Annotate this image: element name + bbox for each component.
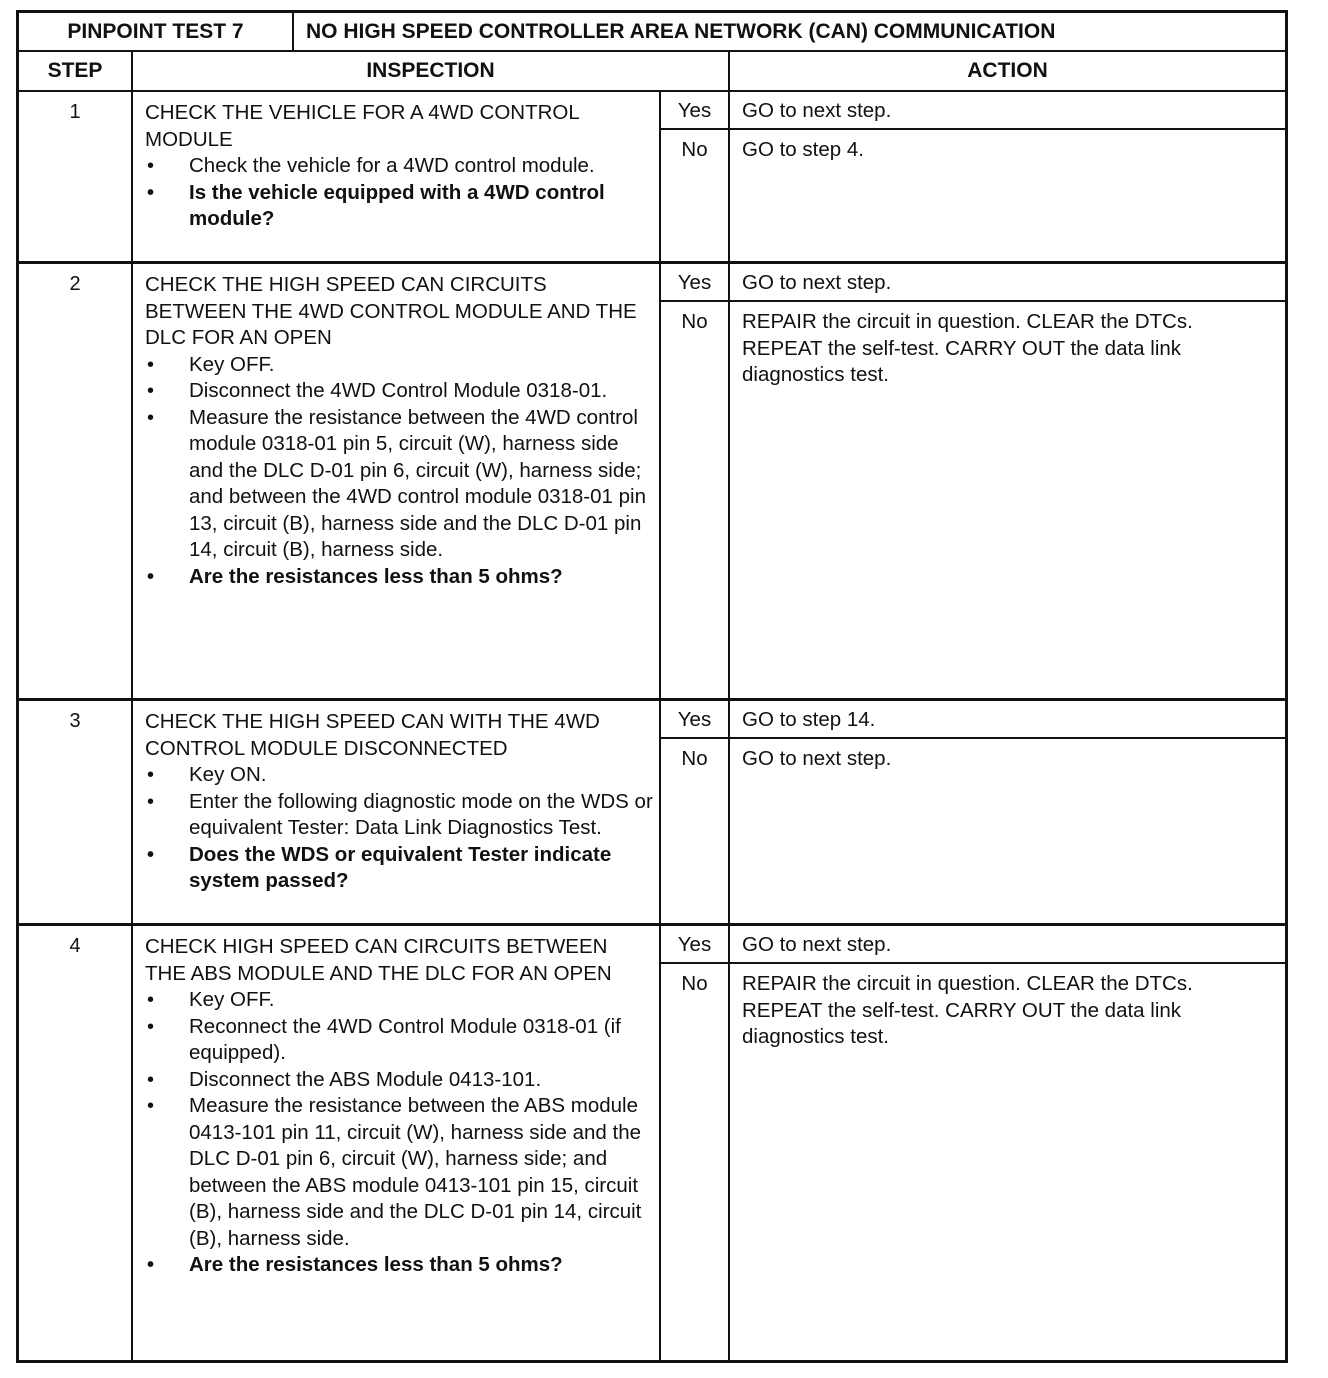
- action-cell: [730, 926, 1285, 1360]
- inspection-bullet: • Key ON.: [145, 762, 653, 789]
- action-cell: [730, 701, 1285, 923]
- no-label: No: [681, 747, 708, 770]
- yes-action: GO to next step.: [730, 92, 1285, 130]
- no-action: REPAIR the circuit in question. CLEAR the DTCs. REPEAT the self-test. CARRY OUT the data link diagnostics test.: [742, 310, 1193, 386]
- test-id: PINPOINT TEST 7: [19, 13, 294, 50]
- yes-no-cell: [661, 264, 730, 698]
- inspection-bullet: • Enter the following diagnostic mode on the WDS or equivalent Tester: Data Link Diagnostics Test.: [145, 789, 653, 842]
- inspection-bullet: • Measure the resistance between the 4WD control module 0318-01 pin 5, circuit (W), harness side and the DLC D-01 pin 6, circuit (W), harness side; and between the 4WD control module 0318-01 pin 13, circuit (B), harness side and the DLC D-01 pin 14, circuit (B), harness side.: [145, 405, 653, 564]
- no-label: No: [681, 138, 708, 161]
- no-action: GO to next step.: [742, 747, 892, 770]
- inspection-question: • Is the vehicle equipped with a 4WD control module?: [145, 180, 653, 233]
- yes-label: Yes: [661, 926, 728, 964]
- inspection-cell: [133, 264, 661, 698]
- inspection-bullet: • Key OFF.: [145, 352, 653, 379]
- inspection-bullet: • Reconnect the 4WD Control Module 0318-01 (if equipped).: [145, 1014, 653, 1067]
- inspection-question: • Are the resistances less than 5 ohms?: [145, 1252, 653, 1279]
- no-action: REPAIR the circuit in question. CLEAR the DTCs. REPEAT the self-test. CARRY OUT the data link diagnostics test.: [742, 972, 1193, 1048]
- inspection-heading: CHECK THE HIGH SPEED CAN CIRCUITS BETWEEN THE 4WD CONTROL MODULE AND THE DLC FOR AN OPEN: [145, 273, 637, 349]
- step-row-3: [16, 701, 1288, 926]
- yes-action: GO to step 14.: [730, 701, 1285, 739]
- inspection-heading: CHECK THE HIGH SPEED CAN WITH THE 4WD CONTROL MODULE DISCONNECTED: [145, 710, 600, 760]
- action-header: ACTION: [967, 59, 1048, 82]
- yes-no-cell: [661, 92, 730, 261]
- title-row: [16, 10, 1288, 52]
- yes-no-cell: [661, 701, 730, 923]
- step-row-4: [16, 926, 1288, 1363]
- yes-no-cell: [661, 926, 730, 1360]
- action-cell: [730, 92, 1285, 261]
- step-row-1: [16, 92, 1288, 264]
- step-number: 1: [19, 92, 133, 261]
- inspection-cell: [133, 701, 661, 923]
- action-cell: [730, 264, 1285, 698]
- yes-label: Yes: [661, 92, 728, 130]
- inspection-bullet: • Disconnect the ABS Module 0413-101.: [145, 1067, 653, 1094]
- inspection-bullet: • Check the vehicle for a 4WD control module.: [145, 153, 653, 180]
- yes-label: Yes: [661, 264, 728, 302]
- inspection-heading: CHECK HIGH SPEED CAN CIRCUITS BETWEEN THE ABS MODULE AND THE DLC FOR AN OPEN: [145, 935, 612, 985]
- step-number: 3: [19, 701, 133, 923]
- pinpoint-test-table: [16, 10, 1288, 1363]
- inspection-header: INSPECTION: [133, 52, 730, 90]
- no-action: GO to step 4.: [742, 138, 864, 161]
- yes-action: GO to next step.: [730, 264, 1285, 302]
- no-label: No: [681, 972, 708, 995]
- inspection-cell: [133, 926, 661, 1360]
- inspection-bullet: • Disconnect the 4WD Control Module 0318-01.: [145, 378, 653, 405]
- step-row-2: [16, 264, 1288, 701]
- step-number: 2: [19, 264, 133, 698]
- inspection-question: • Are the resistances less than 5 ohms?: [145, 564, 653, 591]
- step-header: STEP: [19, 52, 133, 90]
- inspection-cell: [133, 92, 661, 261]
- inspection-question: • Does the WDS or equivalent Tester indicate system passed?: [145, 842, 653, 895]
- inspection-bullet: • Key OFF.: [145, 987, 653, 1014]
- yes-action: GO to next step.: [730, 926, 1285, 964]
- inspection-heading: CHECK THE VEHICLE FOR A 4WD CONTROL MODULE: [145, 101, 579, 151]
- no-label: No: [681, 310, 708, 333]
- test-name: NO HIGH SPEED CONTROLLER AREA NETWORK (CAN) COMMUNICATION: [306, 19, 1056, 43]
- step-number: 4: [19, 926, 133, 1360]
- inspection-bullet: • Measure the resistance between the ABS module 0413-101 pin 11, circuit (W), harness side and the DLC D-01 pin 6, circuit (W), harness side; and between the ABS module 0413-101 pin 15, circuit (B), harness side and the DLC D-01 pin 14, circuit (B), harness side.: [145, 1093, 653, 1252]
- yes-label: Yes: [661, 701, 728, 739]
- header-row: [16, 52, 1288, 92]
